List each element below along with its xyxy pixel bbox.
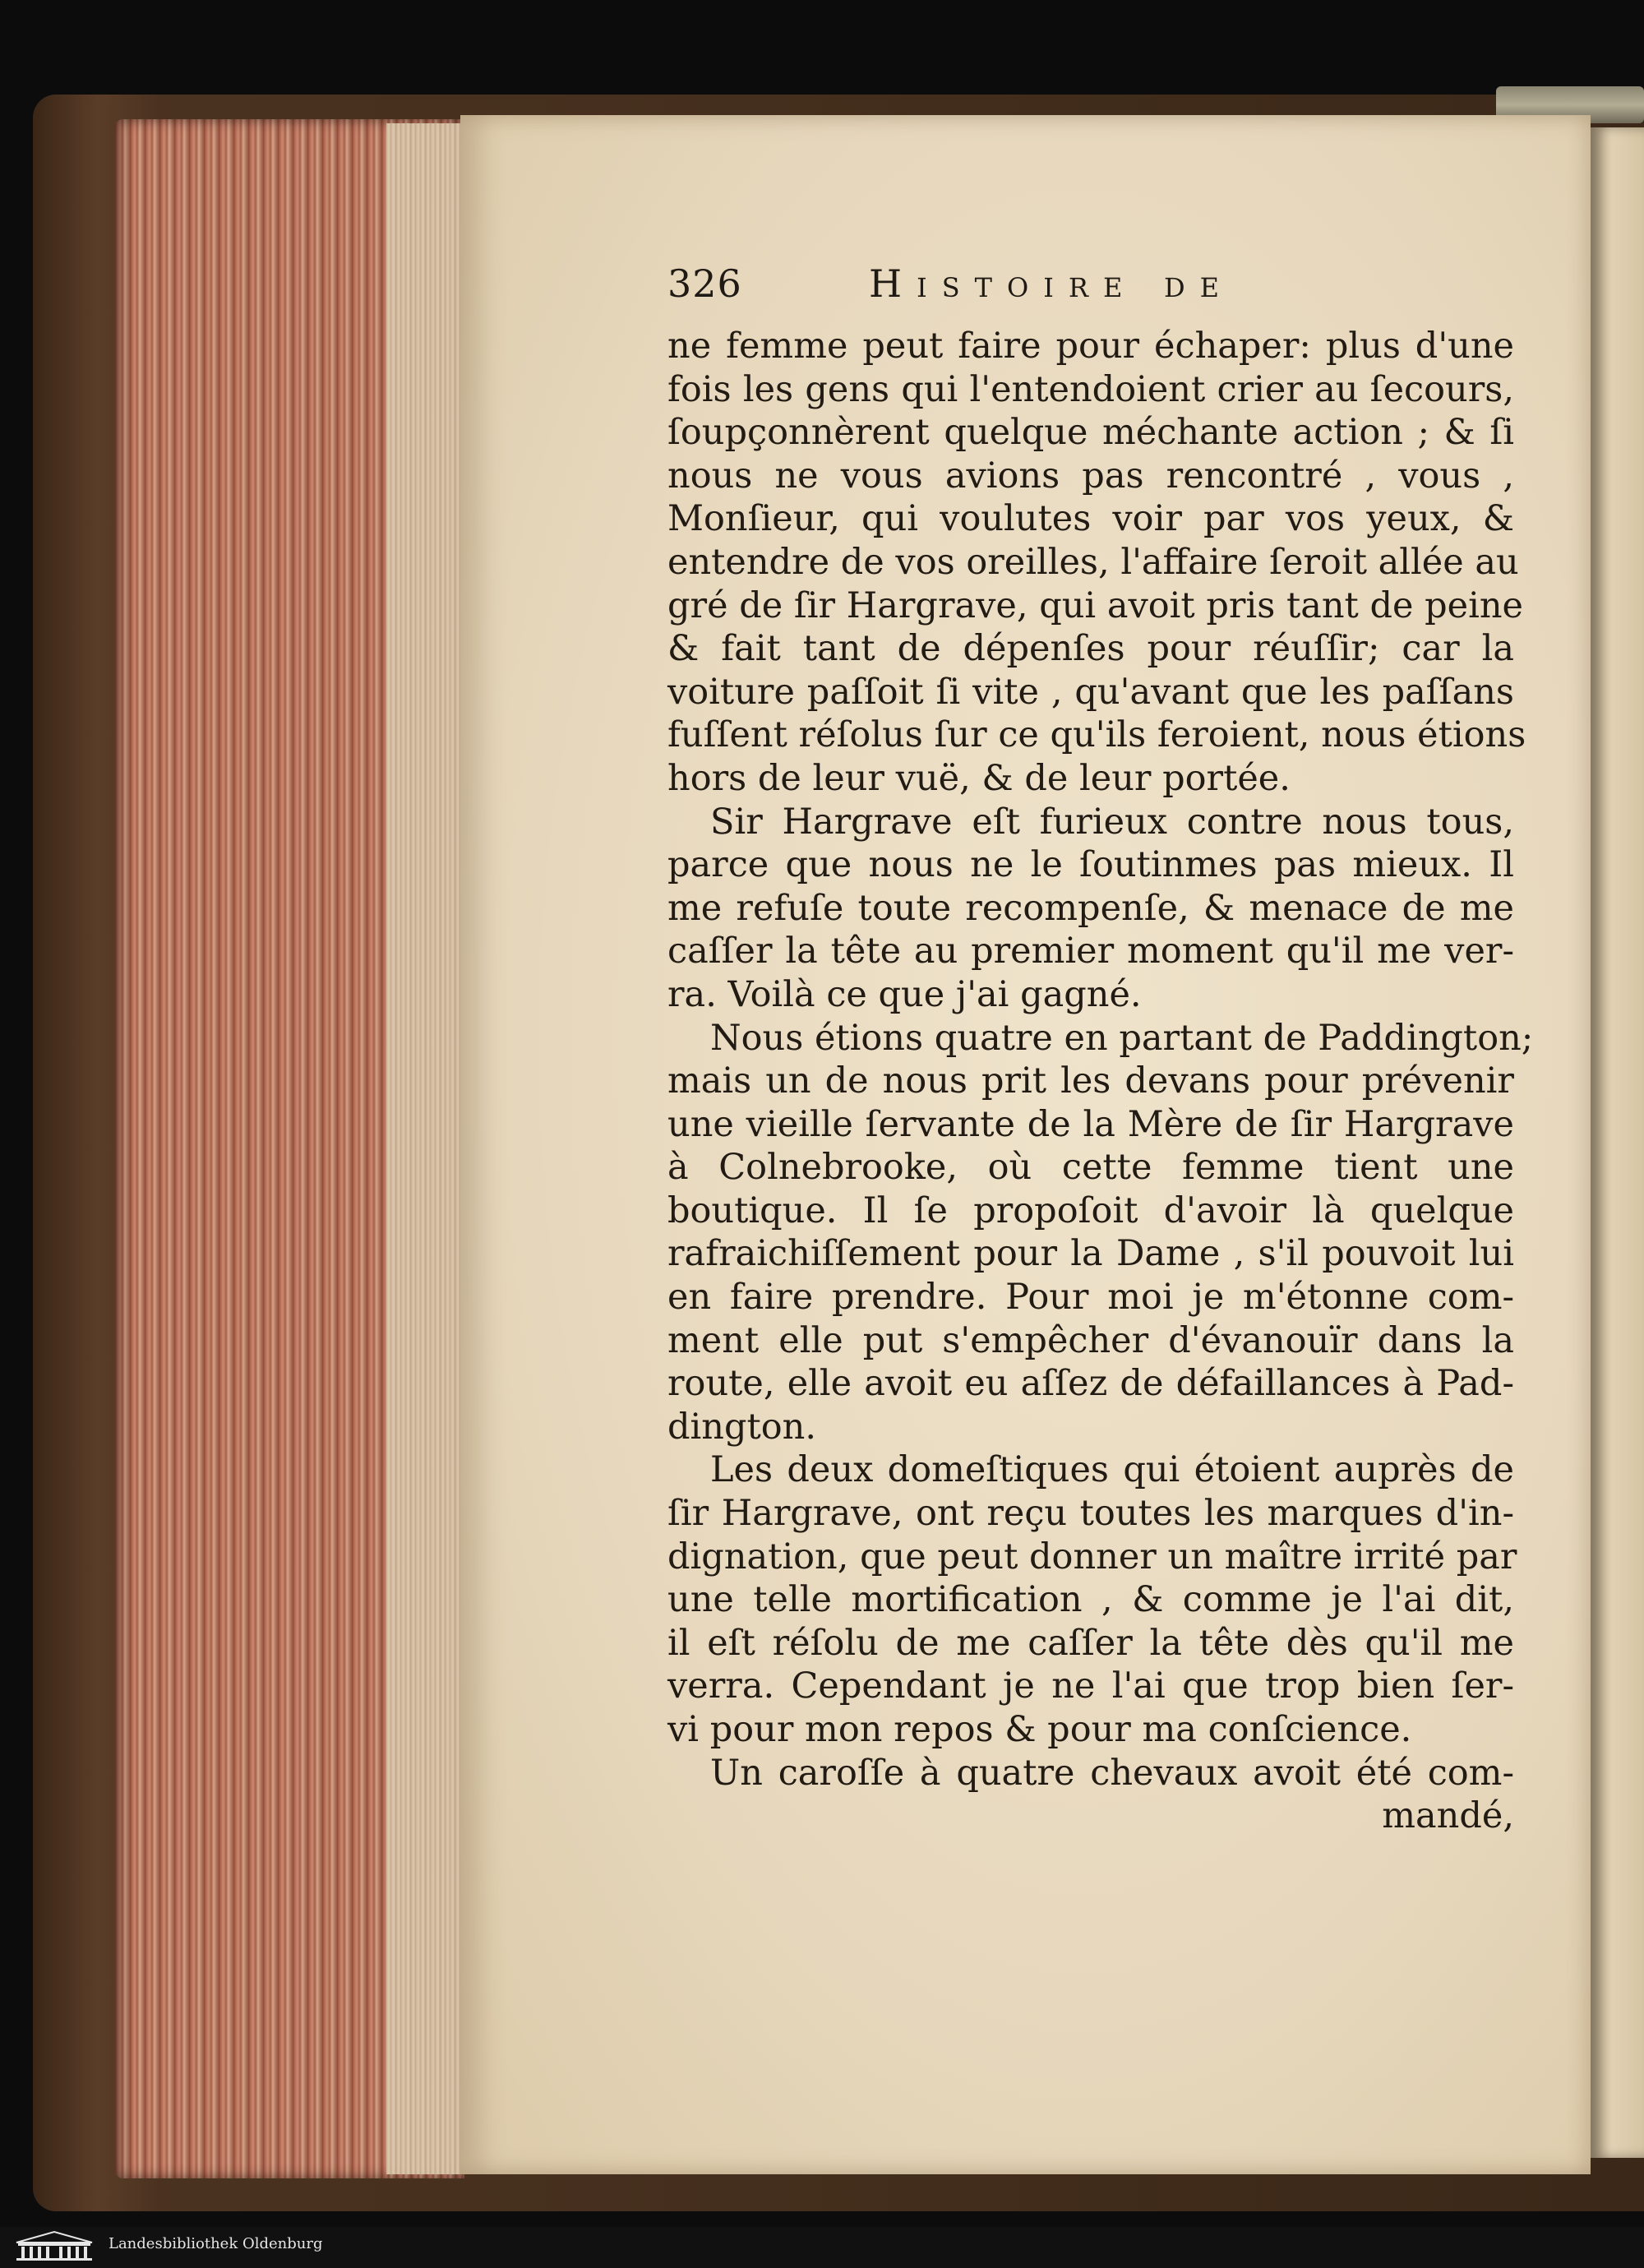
paragraph-start-line: Sir Hargrave eſt furieux contre nous tous, xyxy=(710,801,1514,843)
text-line: entendre de vos oreilles, l'affaire ſeroit allée au xyxy=(667,541,1519,583)
library-name: Landesbibliothek Oldenburg xyxy=(109,2235,323,2252)
text-line: & fait tant de dépenſes pour réuſſir; car la xyxy=(667,628,1514,670)
text-line: me refuſe toute recompenſe, & menace de me xyxy=(667,887,1514,929)
body-text xyxy=(667,325,1534,1838)
text-line: en faire prendre. Pour moi je m'étonne com- xyxy=(667,1277,1514,1319)
text-line: gré de ſir Hargrave, qui avoit pris tant de peine xyxy=(667,584,1524,626)
text-line: boutique. Il ſe propoſoit d'avoir là quelque xyxy=(667,1189,1514,1231)
text-line: route, elle avoit eu aſſez de défaillances à Pad- xyxy=(667,1363,1514,1405)
text-line: à Colnebrooke, où cette femme tient une xyxy=(667,1147,1514,1189)
text-line: dignation, que peut donner un maître irrité par xyxy=(667,1536,1517,1577)
text-line: ſir Hargrave, ont reçu toutes les marques d'in- xyxy=(667,1493,1514,1535)
text-line: il eſt réſolu de me caſſer la tête dès qu'il me xyxy=(667,1622,1514,1664)
text-line: ne femme peut faire pour échaper: plus d'une xyxy=(667,326,1514,367)
text-line: voiture paſſoit ſi vite , qu'avant que les paſſans xyxy=(667,671,1514,713)
catchword: mandé, xyxy=(1382,1795,1514,1837)
text-line: une vieille ſervante de la Mère de ſir Hargrave xyxy=(667,1103,1514,1145)
text-line: caſſer la tête au premier moment qu'il me ver- xyxy=(667,931,1514,972)
page-number: 326 xyxy=(667,261,742,306)
facing-page-edge xyxy=(1591,127,1644,2158)
paragraph-start-line: Nous étions quatre en partant de Paddington; xyxy=(710,1017,1534,1059)
text-line: ment elle put s'empêcher d'évanouïr dans la xyxy=(667,1319,1514,1361)
text-line: parce que nous ne le ſoutinmes pas mieux. Il xyxy=(667,844,1514,886)
text-line: ſoupçonnèrent quelque méchante action ; & ſi xyxy=(667,412,1514,454)
paragraph-start-line: Les deux domeſtiques qui étoient auprès de xyxy=(710,1449,1514,1491)
text-line: vi pour mon repos & pour ma conſcience. xyxy=(667,1709,1412,1750)
text-line: hors de leur vuë, & de leur portée. xyxy=(667,757,1291,799)
page-header xyxy=(667,261,1489,311)
page-edges-inner xyxy=(386,123,469,2174)
text-line: dington. xyxy=(667,1406,817,1448)
text-line: mais un de nous prit les devans pour prévenir xyxy=(667,1060,1514,1102)
running-title: Histoire de xyxy=(869,261,1234,306)
text-line: une telle mortification , & comme je l'ai dit, xyxy=(667,1579,1514,1621)
paragraph-start-line: Un caroſſe à quatre chevaux avoit été com- xyxy=(710,1752,1514,1794)
text-line: ra. Voilà ce que j'ai gagné. xyxy=(667,973,1142,1015)
text-line: rafraichiſſement pour la Dame , s'il pouvoit lui xyxy=(667,1233,1514,1275)
text-line: verra. Cependant je ne l'ai que trop bien ſer- xyxy=(667,1665,1514,1707)
library-building-icon xyxy=(12,2229,97,2262)
text-line: Monſieur, qui voulutes voir par vos yeux, & xyxy=(667,498,1514,540)
text-line: nous ne vous avions pas rencontré , vous , xyxy=(667,455,1514,497)
text-line: fois les gens qui l'entendoient crier au ſecours, xyxy=(667,368,1514,410)
text-line: fuſſent réſolus ſur ce qu'ils feroient, nous étions xyxy=(667,714,1526,756)
